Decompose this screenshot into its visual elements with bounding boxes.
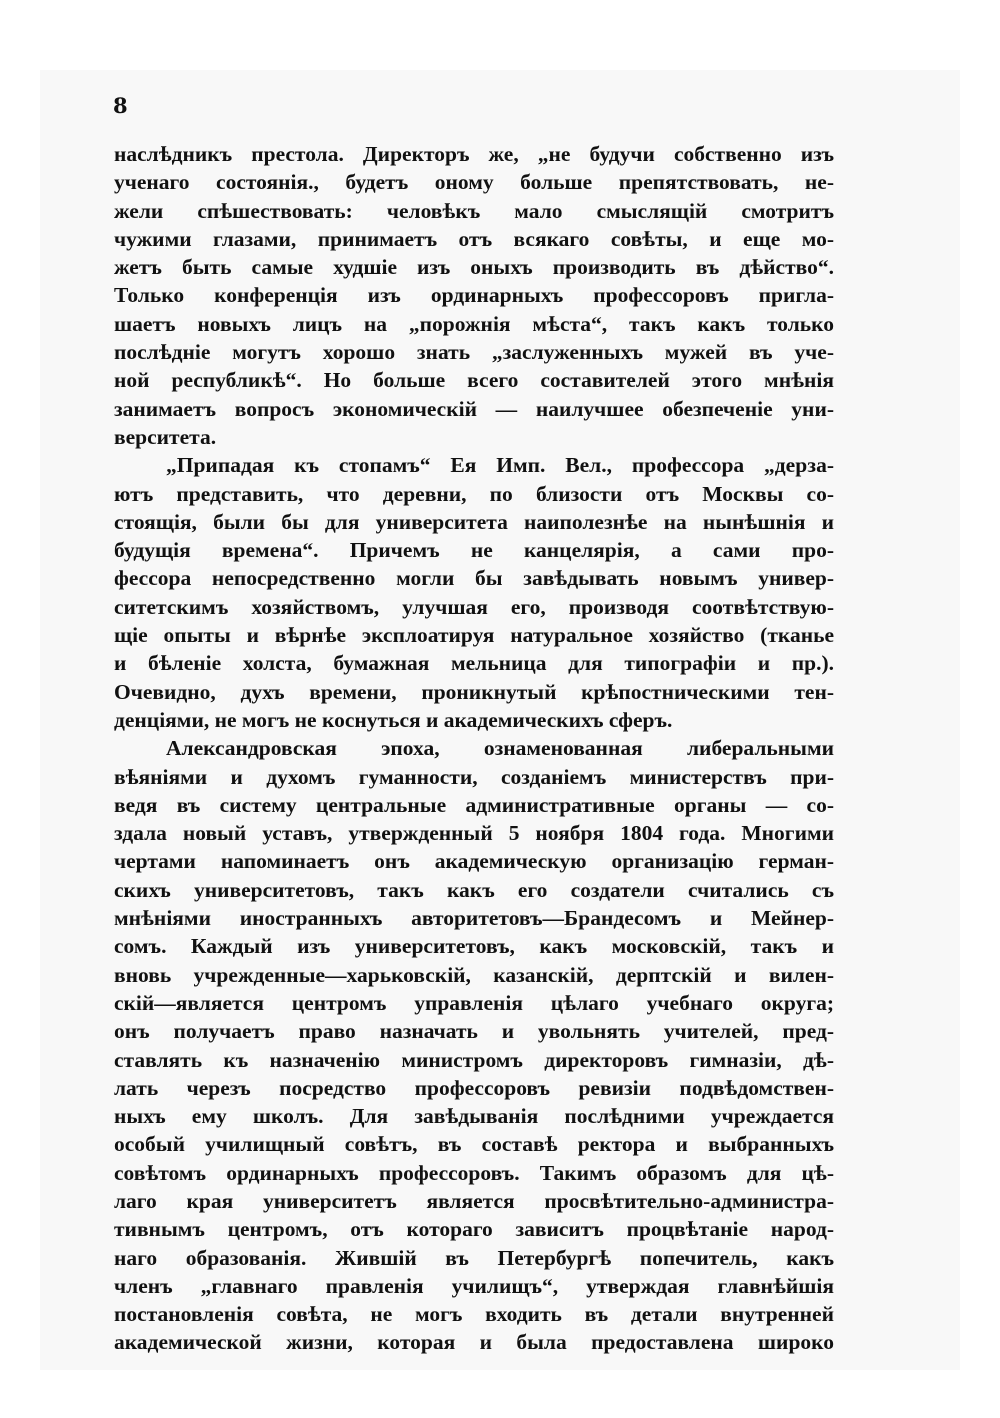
text-line: будущія времена“. Причемъ не канцелярія, а сами про- bbox=[114, 538, 834, 563]
text-line: чужими глазами, принимаетъ отъ всякаго совѣты, и еще мо- bbox=[114, 226, 834, 251]
text-line: постановленія совѣта, не могъ входить въ детали внутренней bbox=[114, 1302, 834, 1327]
text-line: сомъ. Каждый изъ университетовъ, какъ московскій, такъ и bbox=[114, 934, 834, 959]
text-line: вновь учрежденные—харьковскій, казанскій, дерптскій и вилен- bbox=[114, 962, 834, 987]
text-line: ныхъ ему школъ. Для завѣдыванія послѣдними учреждается bbox=[114, 1104, 834, 1129]
text-line: наго образованія. Жившій въ Петербургѣ попечитель, какъ bbox=[114, 1245, 834, 1270]
text-line: верситета. bbox=[114, 424, 217, 449]
page-number: 8 bbox=[113, 93, 128, 118]
text-line: ной республикѣ“. Но больше всего составителей этого мнѣнія bbox=[114, 368, 834, 393]
text-line: и бѣленіе холста, бумажная мельница для типографіи и пр.). bbox=[114, 651, 834, 676]
text-line: ставлять къ назначенію министромъ директоровъ гимназіи, дѣ- bbox=[114, 1047, 834, 1072]
text-line: чертами напоминаетъ онъ академическую организацію герман- bbox=[114, 849, 834, 874]
text-line: лаго края университетъ является просвѣтительно-администра- bbox=[114, 1188, 834, 1213]
text-line: денціями, не могъ не коснуться и академическихъ сферъ. bbox=[114, 707, 673, 732]
text-line: ученаго состоянія., будетъ оному больше препятствовать, не- bbox=[114, 170, 834, 195]
text-line: жетъ быть самые худшіе изъ оныхъ производить въ дѣйство“. bbox=[114, 255, 834, 280]
text-line: Только конференція изъ ординарныхъ профессоровъ пригла- bbox=[114, 283, 834, 308]
text-line: ситетскимъ хозяйствомъ, улучшая его, производя соотвѣтствую- bbox=[114, 594, 834, 619]
text-line: наслѣдникъ престола. Директоръ же, „не будучи собственно изъ bbox=[114, 142, 834, 166]
text-line: лать черезъ посредство профессоровъ ревизіи подвѣдомствен- bbox=[114, 1075, 834, 1100]
text-line: щіе опыты и вѣрнѣе эксплоатируя натуральное хозяйство (тканье bbox=[114, 623, 834, 648]
text-line: академической жизни, которая и была предоставлена широко bbox=[114, 1330, 834, 1355]
text-line: особый училищный совѣтъ, въ составѣ ректора и выбранныхъ bbox=[114, 1132, 834, 1157]
text-line: онъ получаетъ право назначать и увольнять учителей, пред- bbox=[114, 1019, 834, 1044]
text-line: шаетъ новыхъ лицъ на „порожнія мѣста“, такъ какъ только bbox=[114, 311, 834, 336]
text-line: стоящія, были бы для университета наиполезнѣе на нынѣшнія и bbox=[114, 509, 834, 534]
text-line: ведя въ систему центральные административные органы — со- bbox=[114, 792, 834, 817]
text-line: скій—является центромъ управленія цѣлаго учебнаго округа; bbox=[114, 990, 834, 1015]
text-line: мнѣніями иностранныхъ авторитетовъ—Брандесомъ и Мейнер- bbox=[114, 906, 834, 931]
text-line: ютъ представить, что деревни, по близости отъ Москвы со- bbox=[114, 481, 834, 506]
text-line: Александровская эпоха, ознаменованная либеральными bbox=[166, 736, 834, 761]
text-line: Очевидно, духъ времени, проникнутый крѣпостническими тен- bbox=[114, 679, 834, 704]
text-line: жели спѣшествовать: человѣкъ мало смыслящій смотритъ bbox=[114, 198, 834, 223]
text-line: вѣяніями и духомъ гуманности, созданіемъ министерствъ при- bbox=[114, 764, 834, 789]
text-line: занимаетъ вопросъ экономическій — наилучшее обезпеченіе уни- bbox=[114, 396, 834, 421]
body-text bbox=[114, 140, 834, 1357]
text-line: здала новый уставъ, утвержденный 5 ноября 1804 года. Многими bbox=[114, 821, 834, 846]
text-line: совѣтомъ ординарныхъ профессоровъ. Такимъ образомъ для цѣ- bbox=[114, 1160, 834, 1185]
text-line: „Припадая къ стопамъ“ Ея Имп. Вел., профессора „дерза- bbox=[166, 453, 834, 478]
text-line: фессора непосредственно могли бы завѣдывать новымъ универ- bbox=[114, 566, 834, 591]
text-line: тивнымъ центромъ, отъ котораго зависитъ процвѣтаніе народ- bbox=[114, 1217, 834, 1242]
text-line: членъ „главнаго правленія училищъ“, утверждая главнѣйшія bbox=[114, 1273, 834, 1298]
text-line: послѣдніе могутъ хорошо знать „заслуженныхъ мужей въ уче- bbox=[114, 340, 834, 365]
text-line: скихъ университетовъ, такъ какъ его создатели считались съ bbox=[114, 877, 834, 902]
